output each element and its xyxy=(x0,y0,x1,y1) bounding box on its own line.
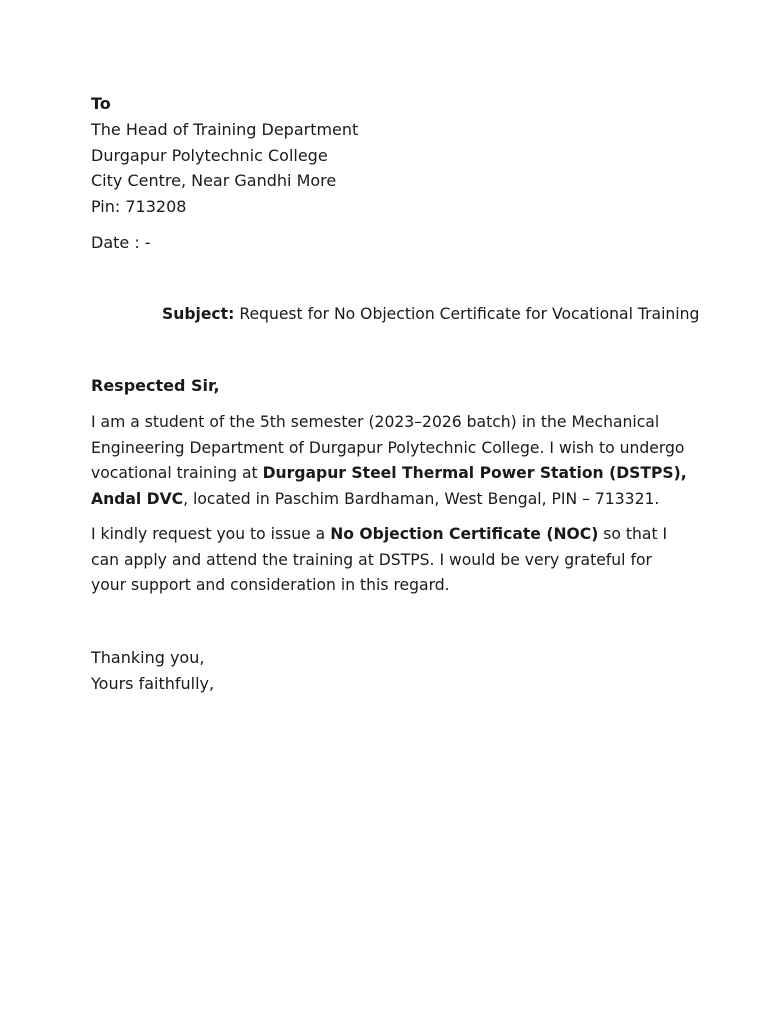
recipient-address: City Centre, Near Gandhi More xyxy=(91,171,337,190)
recipient-title: The Head of Training Department xyxy=(91,120,359,139)
paragraph-2-text-b: so that I can apply and attend the training at DSTPS. I would be very grateful for your support and consideration in this regard. xyxy=(91,525,668,595)
body-paragraph-2 xyxy=(91,522,691,599)
paragraph-1-bold: Durgapur Steel Thermal Power Station (DSTPS), Andal DVC xyxy=(91,464,687,509)
body-paragraph-1 xyxy=(91,410,691,513)
paragraph-1-text-a: I am a student of the 5th semester (2023–2026 batch) in the Mechanical Engineering Department of Durgapur Polytechnic College. I wish to undergo vocational training at xyxy=(91,413,685,483)
paragraph-2-bold: No Objection Certificate (NOC) xyxy=(330,525,599,543)
paragraph-1-text-b: , located in Paschim Bardhaman, West Bengal, PIN – 713321. xyxy=(183,490,660,509)
subject-text: Request for No Objection Certificate for Vocational Training xyxy=(234,305,700,323)
paragraph-2-text-a: I kindly request you to issue a xyxy=(91,525,331,543)
salutation: Respected Sir, xyxy=(91,376,220,395)
closing-signoff: Yours faithfully, xyxy=(91,674,215,693)
recipient-pin: Pin: 713208 xyxy=(91,197,187,216)
to-heading: To xyxy=(91,94,111,113)
subject-label: Subject: xyxy=(162,305,235,323)
closing-thanks: Thanking you, xyxy=(91,648,205,667)
subject-line xyxy=(162,304,699,324)
recipient-college: Durgapur Polytechnic College xyxy=(91,146,328,165)
date-line: Date : - xyxy=(91,233,151,252)
